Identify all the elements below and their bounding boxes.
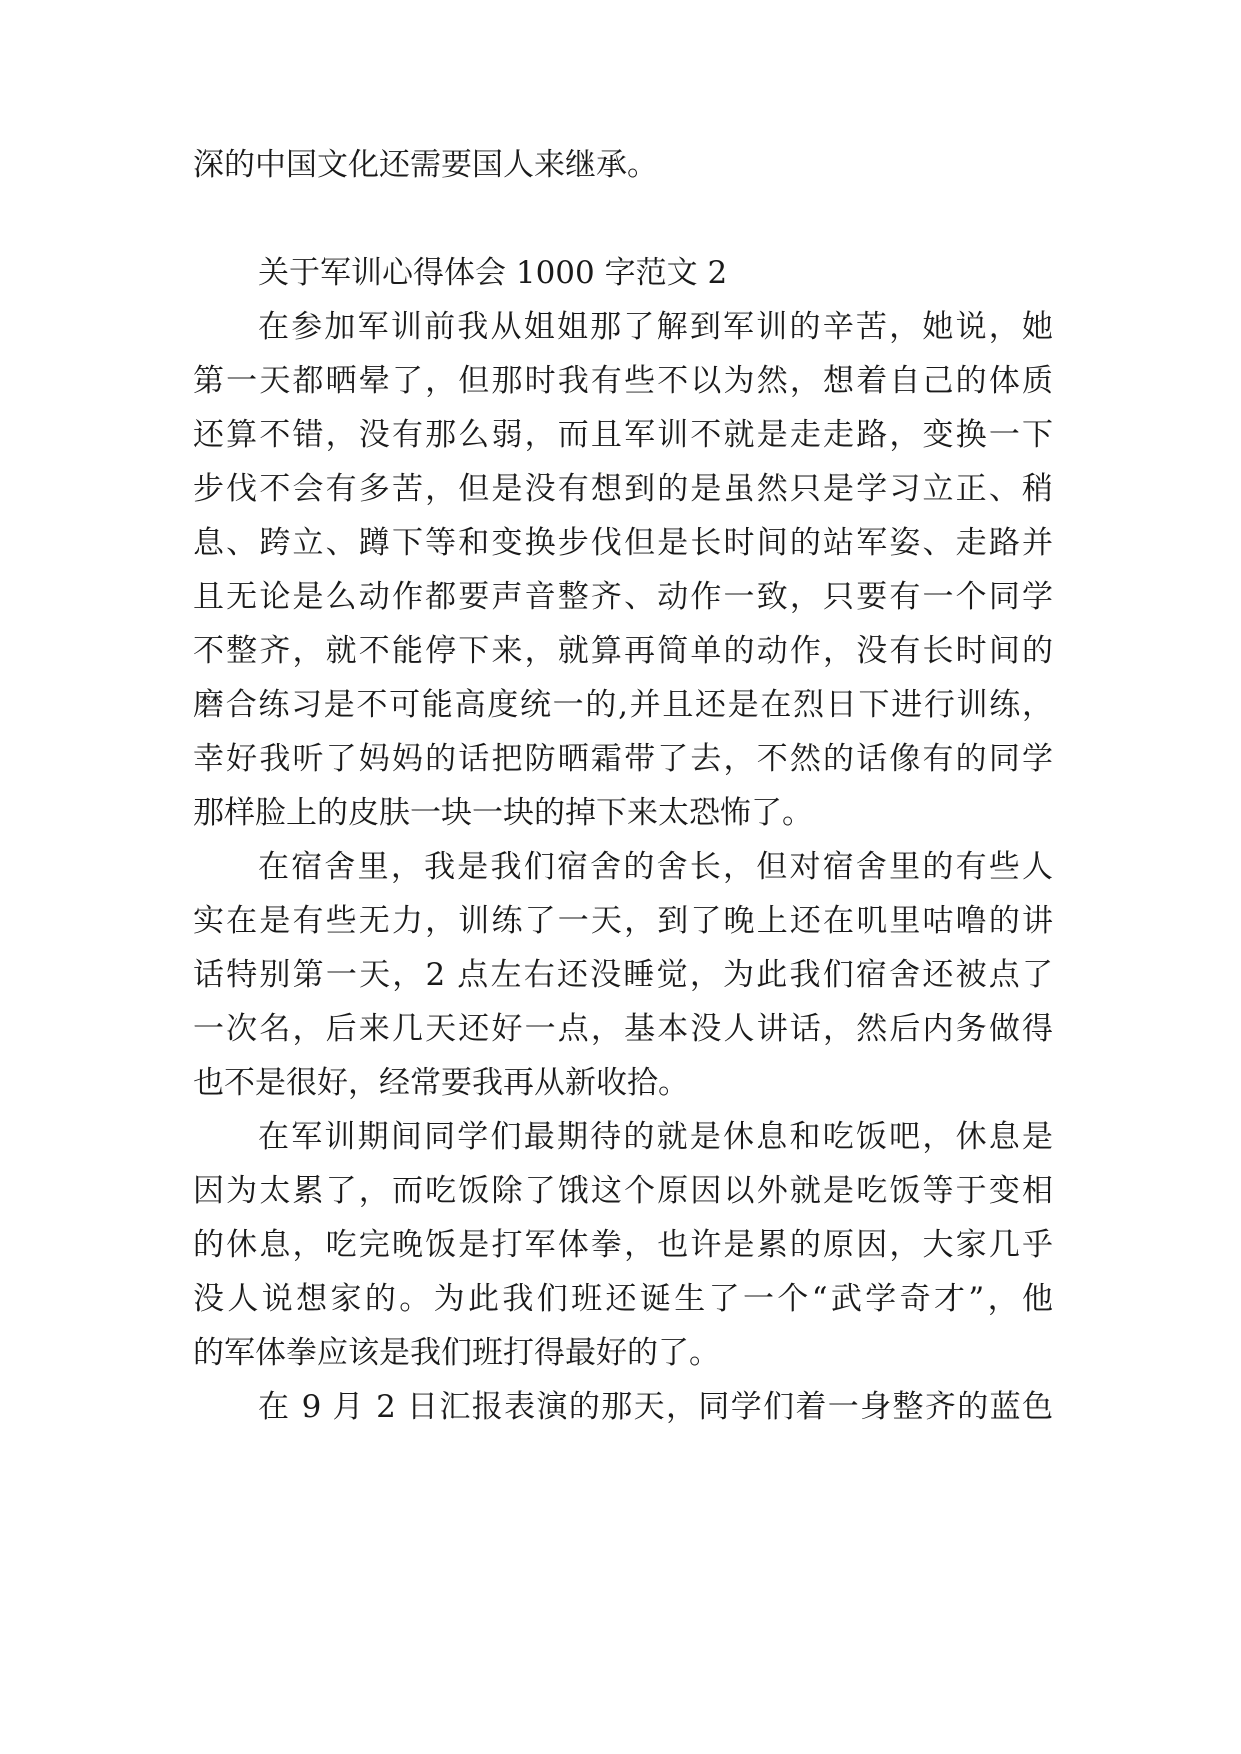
paragraph-line: 的军体拳应该是我们班打得最好的了。 xyxy=(193,1335,720,1371)
paragraph-line: 在军训期间同学们最期待的就是休息和吃饭吧，休息是 xyxy=(258,1119,1053,1155)
paragraph-line: 因为太累了，而吃饭除了饿这个原因以外就是吃饭等于变相 xyxy=(193,1173,1053,1209)
paragraph-line: 磨合练习是不可能高度统一的,并且还是在烈日下进行训练， xyxy=(193,687,1053,723)
paragraph-line: 在宿舍里，我是我们宿舍的舍长，但对宿舍里的有些人 xyxy=(258,849,1053,885)
paragraph-line: 还算不错，没有那么弱，而且军训不就是走走路，变换一下 xyxy=(193,417,1053,453)
paragraph-line: 息、跨立、蹲下等和变换步伐但是长时间的站军姿、走路并 xyxy=(193,525,1053,561)
paragraph-line: 的休息，吃完晚饭是打军体拳，也许是累的原因，大家几乎 xyxy=(193,1227,1053,1263)
paragraph-line: 且无论是么动作都要声音整齐、动作一致，只要有一个同学 xyxy=(193,579,1053,615)
paragraph-line: 没人说想家的。为此我们班还诞生了一个“武学奇才”，他 xyxy=(193,1281,1053,1317)
paragraph-line: 第一天都晒晕了，但那时我有些不以为然，想着自己的体质 xyxy=(193,363,1053,399)
paragraph-line: 不整齐，就不能停下来，就算再简单的动作，没有长时间的 xyxy=(193,633,1053,669)
paragraph-line: 幸好我听了妈妈的话把防晒霜带了去，不然的话像有的同学 xyxy=(193,741,1053,777)
paragraph-line: 在参加军训前我从姐姐那了解到军训的辛苦，她说，她 xyxy=(258,309,1053,345)
paragraph-line: 步伐不会有多苦，但是没有想到的是虽然只是学习立正、稍 xyxy=(193,471,1053,507)
paragraph-line: 话特别第一天，2 点左右还没睡觉，为此我们宿舍还被点了 xyxy=(193,957,1053,993)
paragraph-line: 实在是有些无力，训练了一天，到了晚上还在叽里咕噜的讲 xyxy=(193,903,1053,939)
paragraph-line: 在 9 月 2 日汇报表演的那天，同学们着一身整齐的蓝色 xyxy=(258,1389,1053,1425)
paragraph-line: 那样脸上的皮肤一块一块的掉下来太恐怖了。 xyxy=(193,795,813,831)
section-heading: 关于军训心得体会 1000 字范文 2 xyxy=(258,255,728,291)
paragraph-line: 一次名，后来几天还好一点，基本没人讲话，然后内务做得 xyxy=(193,1011,1053,1047)
paragraph-line: 也不是很好，经常要我再从新收拾。 xyxy=(193,1065,689,1101)
text-line: 深的中国文化还需要国人来继承。 xyxy=(193,147,658,183)
